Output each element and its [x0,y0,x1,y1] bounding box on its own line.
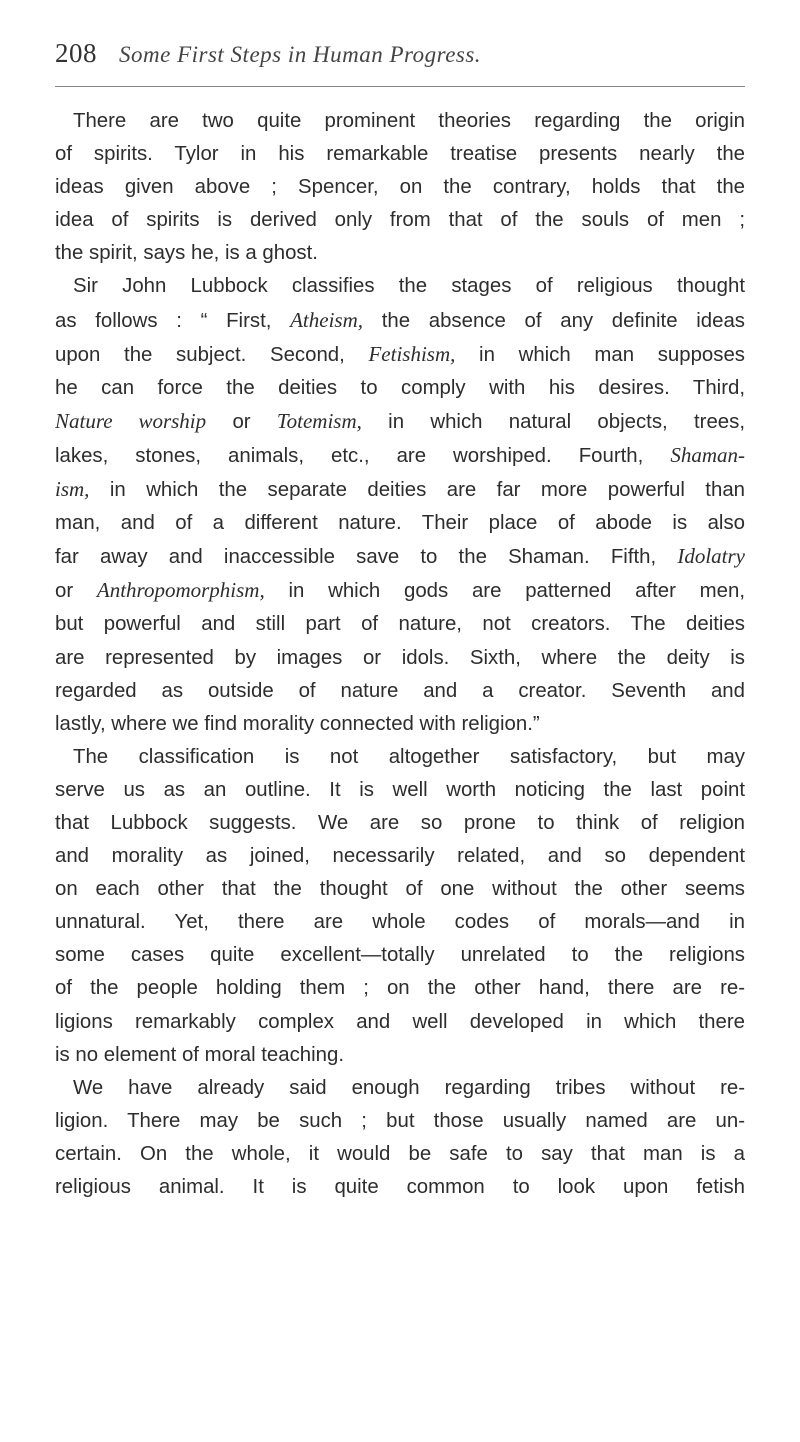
text-run: but powerful and still part of nature, not creators. The deities [55,613,745,636]
italic-term: Idolatry [677,544,745,569]
italic-term: Totemism, [276,408,362,433]
text-run: the spirit, says he, is a ghost. [55,242,318,265]
text-line [55,675,745,708]
text-run: is no element of moral teaching. [55,1043,345,1066]
text-line [55,1138,745,1171]
italic-term: Fetishism, [368,341,456,366]
text-run: upon the subject. Second, [55,343,369,366]
text-run: far away and inaccessible save to the Shaman. Fifth, [55,546,678,569]
text-run: and morality as joined, necessarily related, and so dependent [55,845,745,868]
italic-term: ism, [55,477,90,502]
text-run: There are two quite prominent theories regarding the origin [73,110,745,132]
text-run: We have already said enough regarding tribes without re- [73,1076,745,1099]
text-line [55,1006,745,1039]
text-run: in which gods are patterned after men, [264,580,745,603]
text-line [55,540,745,574]
text-line [55,1072,745,1105]
body-text [55,105,745,1204]
text-line [55,574,745,608]
page-header [55,38,745,78]
text-run: The classification is not altogether satisfactory, but may [73,745,745,768]
text-line [55,774,745,807]
text-run: are represented by images or idols. Sixth, where the deity is [55,646,745,669]
text-run: the absence of any definite ideas [363,309,745,332]
text-run: ideas given above ; Spencer, on the contrary, holds that the [55,176,745,199]
text-run: religious animal. It is quite common to look upon fetish [55,1176,745,1198]
running-title: Some First Steps in Human Progress. [119,42,482,67]
text-line [55,204,745,237]
book-page [55,38,745,1204]
italic-term: Nature worship [55,408,207,433]
text-run: or [206,410,277,433]
text-run: serve us as an outline. It is well worth noticing the last point [55,778,745,801]
text-line [55,807,745,840]
header-rule [55,86,745,87]
italic-term: Atheism, [290,307,364,332]
text-run: in which the separate deities are far more powerful than [89,479,745,502]
text-run: lastly, where we find morality connected with religion.” [55,712,540,735]
text-run: in which natural objects, trees, [361,410,745,433]
text-line [55,1171,745,1204]
text-line [55,608,745,641]
text-run: that Lubbock suggests. We are so prone to think of religion [55,811,745,834]
text-run: ligion. There may be such ; but those usually named are un- [55,1109,745,1132]
text-line [55,304,745,338]
text-run: on each other that the thought of one without the other seems [55,878,745,901]
text-run: Sir John Lubbock classifies the stages of religious thought [73,275,745,298]
text-line [55,105,745,138]
text-line [55,939,745,972]
text-line [55,1105,745,1138]
text-run: unnatural. Yet, there are whole codes of morals—and in [55,911,745,934]
text-line [55,972,745,1005]
text-run: in which man supposes [455,343,745,366]
text-line [55,338,745,372]
text-line [55,1039,745,1072]
text-run: certain. On the whole, it would be safe to say that man is a [55,1142,745,1165]
text-run: lakes, stones, animals, etc., are worshiped. Fourth, [55,444,671,467]
text-run: some cases quite excellent—totally unrelated to the religions [55,944,745,967]
text-line [55,642,745,675]
italic-term: Shaman- [670,442,745,467]
text-line [55,171,745,204]
page-number: 208 [55,38,97,68]
text-run: or [55,580,97,603]
text-run: man, and of a different nature. Their place of abode is also [55,512,745,535]
text-line [55,138,745,171]
text-run: ligions remarkably complex and well developed in which there [55,1010,745,1033]
text-run: of spirits. Tylor in his remarkable treatise presents nearly the [55,143,745,166]
text-run: of the people holding them ; on the other hand, there are re- [55,977,745,1000]
italic-term: Anthropomorphism, [96,578,265,603]
text-line [55,405,745,439]
text-line [55,507,745,540]
text-run: as follows : “ First, [55,309,291,332]
text-run: he can force the deities to comply with his desires. Third, [55,376,745,399]
text-line [55,439,745,473]
text-line [55,873,745,906]
text-line [55,237,745,270]
text-line [55,741,745,774]
text-line [55,708,745,741]
text-run: idea of spirits is derived only from that of the souls of men ; [55,209,745,232]
text-line [55,372,745,405]
text-line [55,270,745,303]
text-line [55,473,745,507]
text-line [55,840,745,873]
text-run: regarded as outside of nature and a creator. Seventh and [55,679,745,702]
text-line [55,906,745,939]
